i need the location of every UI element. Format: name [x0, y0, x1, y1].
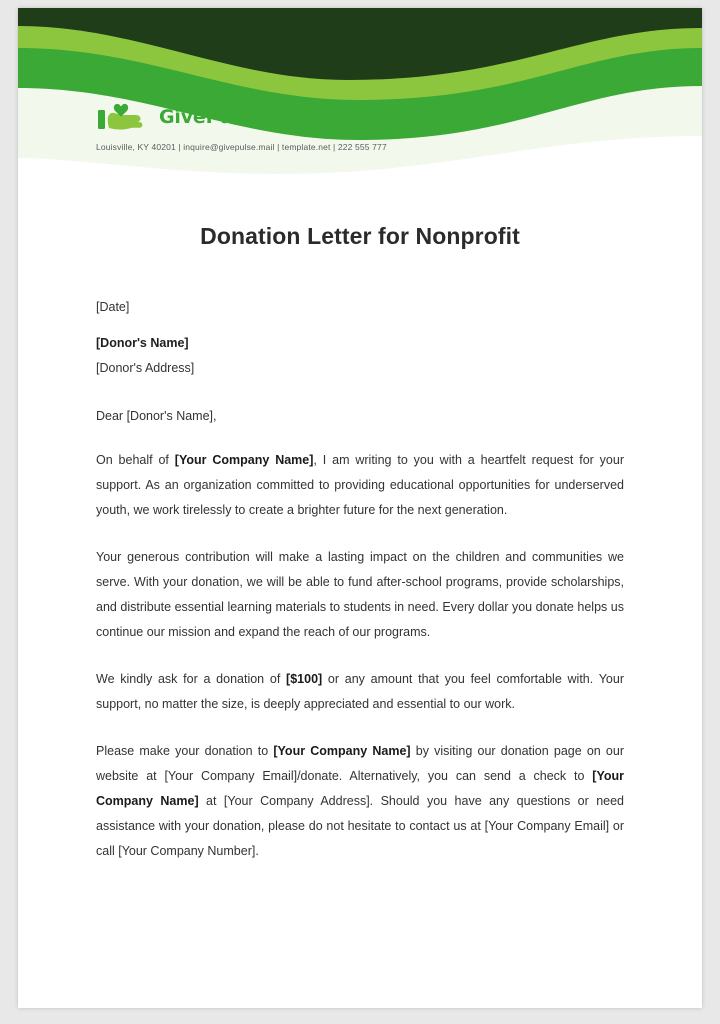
salutation-line: Dear [Donor's Name], [96, 409, 217, 424]
hand-heart-icon [96, 101, 152, 133]
brand-logo-block [96, 100, 516, 152]
letter-paragraphs [96, 448, 624, 864]
donor-address-line: [Donor's Address] [96, 360, 195, 375]
donor-name-line: [Donor's Name] [96, 336, 189, 351]
paragraph-1: On behalf of [Your Company Name], I am writing to you with a heartfelt request for your support. As an organization committed to providing educational opportunities for underserved youth, we work tirelessly to create a brighter future for the next generation. [96, 452, 625, 517]
letter-header-lines [96, 298, 624, 378]
header-wave-graphic [18, 8, 702, 183]
paragraph-3: We kindly ask for a donation of [$100] or any amount that you feel comfortable with. Your support, no matter the size, is deeply appreciated and essential to our work. [96, 671, 625, 711]
letter-body [18, 223, 702, 886]
brand-contact-line: Louisville, KY 40201 | inquire@givepulse.mail | template.net | 222 555 777 [96, 142, 387, 152]
page-title: Donation Letter for Nonprofit [200, 223, 520, 249]
paragraph-4: Please make your donation to [Your Company Name] by visiting our donation page on our website at [Your Company Email]/donate. Alternatively, you can send a check to [Your Company Name] at [Your Company Address]. Should you have any questions or need assistance with your donation, please do not hesitate to contact us at [Your Company Email] or call [Your Company Number]. [96, 743, 624, 858]
brand-name: GivePulse [159, 106, 263, 128]
date-line: [Date] [96, 300, 130, 314]
paragraph-2: Your generous contribution will make a lasting impact on the children and communities we serve. With your donation, we will be able to fund after-school programs, provide scholarships, and distribute essential learning materials to students in need. Every dollar you donate helps us continue our mission and expand the reach of our programs. [96, 549, 624, 639]
document-page [18, 8, 702, 1008]
